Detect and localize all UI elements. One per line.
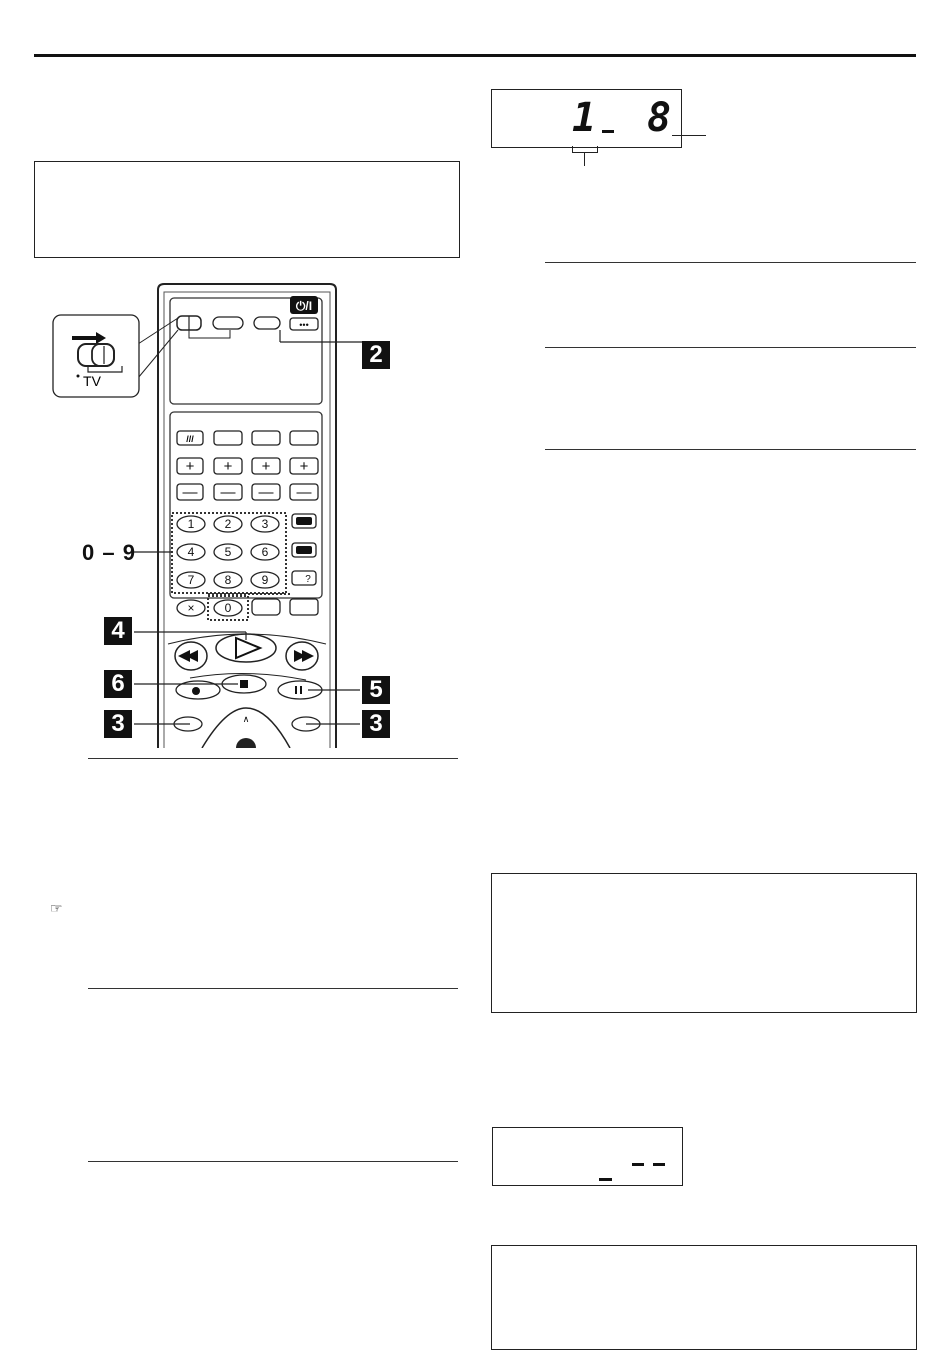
display-leader-right (672, 135, 706, 136)
svg-text:+: + (261, 458, 271, 475)
step-6-marker: 6 (104, 670, 132, 698)
step-4-marker: 4 (104, 617, 132, 645)
key-5: 5 (224, 545, 232, 559)
step-3-right-marker: 3 (362, 710, 390, 738)
key-7: 7 (187, 573, 195, 587)
left-rule-2 (88, 988, 458, 989)
note-box-right-1 (491, 873, 917, 1013)
svg-text:—: — (182, 484, 198, 501)
svg-text:+: + (223, 458, 233, 475)
step-5-marker: 5 (362, 676, 390, 704)
key-0: 0 (224, 601, 232, 615)
display-bottom-dash-1 (632, 1163, 644, 1166)
display-underscore (602, 130, 614, 133)
step-3-left-marker: 3 (104, 710, 132, 738)
header-rule (34, 54, 916, 57)
note-box-right-2 (491, 1245, 917, 1350)
note-box-left (34, 161, 460, 258)
dots-label: ••• (299, 320, 309, 330)
right-rule-3 (545, 449, 916, 450)
key-2: 2 (224, 517, 232, 531)
key-3: 3 (261, 517, 269, 531)
display-bracket-stem (584, 152, 585, 166)
display-bottom-dash-2 (653, 1163, 665, 1166)
digits-range-label: 0 – 9 (82, 540, 136, 565)
display-bottom-underscore (599, 1178, 612, 1181)
key-4: 4 (187, 545, 195, 559)
display-digit-right: 8 (647, 95, 672, 141)
svg-text:—: — (258, 484, 274, 501)
key-6: 6 (261, 545, 269, 559)
display-panel-top (491, 89, 682, 148)
display-panel-bottom (492, 1127, 683, 1186)
right-rule-1 (545, 262, 916, 263)
tv-switch-inset (52, 314, 140, 398)
reference-hand-icon: ☞ (50, 900, 63, 916)
key-1: 1 (187, 517, 195, 531)
left-rule-3 (88, 1161, 458, 1162)
key-question: ? (305, 574, 311, 585)
svg-text:∧: ∧ (242, 714, 250, 724)
tv-switch-label: TV (83, 373, 101, 389)
right-rule-2 (545, 347, 916, 348)
svg-text:+: + (299, 458, 309, 475)
svg-text:—: — (296, 484, 312, 501)
step-2-marker: 2 (362, 341, 390, 369)
left-rule-1 (88, 758, 458, 759)
svg-text:+: + (185, 458, 195, 475)
key-cancel: × (187, 601, 195, 615)
key-9: 9 (261, 573, 269, 587)
display-digit-left: 1 (572, 95, 597, 141)
svg-text:///: /// (186, 434, 194, 444)
power-label: ⏻/I (295, 299, 313, 313)
key-8: 8 (224, 573, 232, 587)
svg-text:—: — (220, 484, 236, 501)
display-bracket (572, 146, 598, 153)
